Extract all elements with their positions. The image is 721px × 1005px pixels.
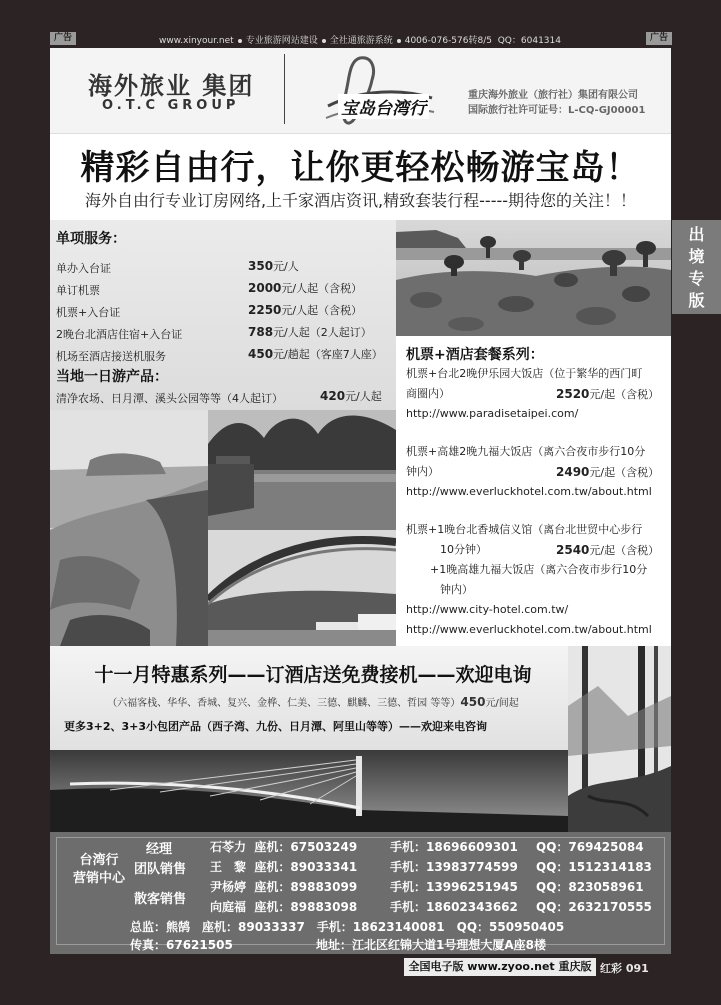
november-title: 十一月特惠系列——订酒店送免费接机——欢迎电询 — [94, 664, 532, 686]
top-phone: 4006-076-576转8/5 — [404, 36, 492, 46]
fax-line: 传真：67621505 — [130, 938, 233, 952]
role-manager: 经理 — [146, 842, 173, 857]
single-services-panel — [50, 220, 396, 410]
header — [50, 48, 671, 134]
bridge-image — [208, 530, 396, 646]
day-tour-title: 当地一日游产品： — [56, 369, 168, 385]
photo-coast-rocks — [50, 410, 208, 646]
package-2-price: 2490元/起（含税） — [556, 465, 660, 479]
lake-image — [208, 410, 396, 530]
footer-edition: 全国电子版 www.zyoo.net 重庆版 — [404, 958, 596, 976]
package-3-desc-3: 钟内） — [440, 583, 473, 596]
package-3-desc: 机票+1晚台北香城信义馆（离台北世贸中心步行 — [406, 523, 643, 536]
package-2-desc-cont: 钟内） — [406, 465, 439, 478]
november-hotels: （六福客栈、华华、香城、复兴、金桦、仁美、三德、麒麟、三德、哲园 等等）450元/间起 — [107, 695, 519, 709]
contact-row: 向庭福 座机：89883098 — [210, 900, 358, 914]
package-3-link-2[interactable]: http://www.everluckhotel.com.tw/about.html — [406, 623, 652, 636]
package-3-link-1[interactable]: http://www.city-hotel.com.tw/ — [406, 603, 569, 616]
role-retail-sales: 散客销售 — [134, 892, 187, 907]
services-title: 单项服务： — [56, 231, 126, 247]
november-more-products: 更多3+2、3+3小包团产品（西子湾、九份、日月潭、阿里山等等）——欢迎来电咨询 — [64, 720, 488, 733]
contact-row: 石苓力 座机：67503249 — [210, 840, 358, 854]
sales-center-label: 台湾行 营销中心 — [72, 853, 125, 886]
package-3-price: 2540元/起（含税） — [556, 543, 660, 557]
coast-image — [50, 410, 208, 646]
packages-panel — [396, 336, 671, 646]
trees-image — [568, 646, 671, 832]
contact-mobile: 手机：13996251945 — [390, 880, 518, 894]
contact-panel — [50, 832, 671, 954]
package-2-link[interactable]: http://www.everluckhotel.com.tw/about.html — [406, 485, 652, 498]
package-1-desc: 机票+台北2晚伊乐园大饭店（位于繁华的西门町 — [406, 367, 643, 380]
contact-qq: QQ：2632170555 — [536, 900, 652, 914]
top-qq: QQ：6041314 — [497, 36, 561, 46]
advertisement-page — [50, 48, 671, 954]
bullet-icon — [322, 39, 326, 43]
company-name: 重庆海外旅业（旅行社）集团有限公司 — [468, 90, 638, 101]
contact-mobile: 手机：13983774599 — [390, 860, 518, 874]
package-3-desc-cont: 10分钟） — [440, 543, 487, 556]
package-1-link[interactable]: http://www.paradisetaipei.com/ — [406, 407, 579, 420]
service-item: 单办入台证 — [56, 262, 111, 275]
november-promo — [50, 646, 568, 750]
photo-yehliu-rocks — [396, 220, 671, 336]
package-1-desc-cont: 商圈内） — [406, 387, 450, 400]
contact-qq: QQ：823058961 — [536, 880, 644, 894]
director-line: 总监：熊鹄 座机：89033337 手机：18623140081 QQ：550950405 — [130, 920, 565, 934]
service-item: 机场至酒店接送机服务 — [56, 350, 166, 363]
top-item-1: 专业旅游网站建设 — [245, 36, 318, 46]
contact-qq: QQ：769425084 — [536, 840, 644, 854]
package-2-desc: 机票+高雄2晚九福大饭店（离六合夜市步行10分 — [406, 445, 646, 458]
top-website[interactable]: www.xinyour.net — [159, 36, 234, 46]
brand-name-en: O.T.C GROUP — [102, 98, 240, 113]
brand-name-cn: 海外旅业 集团 — [88, 71, 255, 100]
company-info — [468, 88, 645, 118]
package-1-price: 2520元/起（含税） — [556, 387, 660, 401]
contact-mobile: 手机：18602343662 — [390, 900, 518, 914]
bullet-icon — [238, 39, 242, 43]
service-item: 单订机票 — [56, 284, 100, 297]
headline: 精彩自由行，让你更轻松畅游宝岛！ — [80, 148, 641, 188]
day-tour-item: 清净农场、日月潭、溪头公园等等（4人起订） — [56, 392, 283, 405]
service-price: 450元/趟起（客座7人座） — [248, 347, 383, 361]
taiwan-logo — [320, 54, 438, 130]
night-bridge-image — [50, 750, 568, 832]
top-item-2: 全社通旅游系统 — [329, 36, 393, 46]
bullet-icon — [397, 39, 401, 43]
subheadline: 海外自由行专业订房网络,上千家酒店资讯,精致套装行程-----期待您的关注！！ — [84, 191, 637, 210]
ad-tag-left: 广告 — [50, 32, 76, 45]
photo-night-bridge — [50, 750, 568, 832]
address-line: 地址：江北区红锦大道1号理想大厦A座8楼 — [316, 938, 546, 952]
photo-trees — [568, 646, 671, 832]
footer-page-number: 红彩 091 — [600, 962, 649, 975]
rocks-image — [396, 220, 671, 336]
photo-lake — [208, 410, 396, 530]
service-item: 2晚台北酒店住宿+入台证 — [56, 328, 183, 341]
top-ad-line — [150, 33, 570, 46]
contact-row: 尹杨婷 座机：89883099 — [210, 880, 358, 894]
ad-tag-right: 广告 — [646, 32, 672, 45]
service-price: 2250元/人起（含税） — [248, 303, 363, 317]
logo-text: 宝岛台湾行 — [338, 94, 429, 119]
license-number: 国际旅行社许可证号：L-CQ-GJ00001 — [468, 105, 646, 116]
service-item: 机票+入台证 — [56, 306, 121, 319]
packages-title: 机票+酒店套餐系列： — [406, 347, 544, 363]
role-team-sales: 团队销售 — [134, 862, 187, 877]
package-3-desc-2: +1晚高雄九福大饭店（离六合夜市步行10分 — [430, 563, 648, 576]
day-tour-price: 420元/人起 — [320, 389, 382, 403]
outbound-section-tab: 出 境 专 版 — [672, 220, 721, 314]
contact-row: 王 黎 座机：89033341 — [210, 860, 358, 874]
photo-bridge — [208, 530, 396, 646]
contact-qq: QQ：1512314183 — [536, 860, 652, 874]
service-price: 788元/人起（2人起订） — [248, 325, 372, 339]
top-ad-strip — [0, 30, 721, 48]
header-divider — [284, 54, 285, 124]
service-price: 350元/人 — [248, 259, 299, 273]
service-price: 2000元/人起（含税） — [248, 281, 363, 295]
contact-mobile: 手机：18696609301 — [390, 840, 518, 854]
